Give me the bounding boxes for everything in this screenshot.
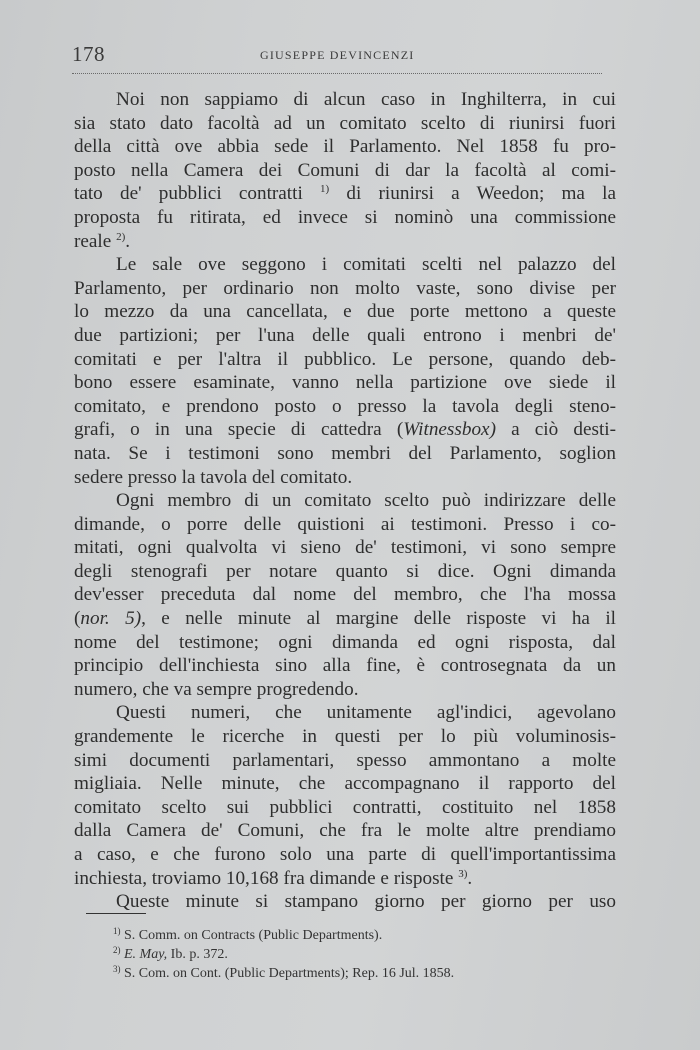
text-line: comitato scelto sui pubblici contratti, costituito nel 1858	[74, 796, 616, 818]
text-line: Le sale ove seggono i comitati scelti nel palazzo del	[116, 254, 616, 276]
paragraph	[74, 88, 616, 253]
footnote-reference: 1)	[320, 183, 330, 196]
footnote-reference: 3)	[458, 867, 468, 880]
text-line: migliaia. Nelle minute, che accompagnano il rapporto del	[74, 773, 616, 795]
text-line: tato de' pubblici contratti $^{1)}$ di riunirsi a Weedon; ma la	[74, 183, 616, 205]
text-line: nome del testimone; ogni dimanda ed ogni risposta, dal	[74, 631, 616, 653]
paragraph	[74, 701, 616, 890]
footnote-marker: 3)	[113, 964, 121, 974]
text-line: nata. Se i testimoni sono membri del Parlamento, soglion	[74, 442, 616, 464]
header-dotted-rule	[72, 73, 602, 74]
text-line: dimande, o porre delle quistioni ai testimoni. Presso i co-	[74, 513, 616, 535]
italic-text: Witnessbox)	[403, 419, 496, 441]
text-line: principio dell'inchiesta sino alla fine, è controsegnata da un	[74, 655, 616, 677]
italic-text: nor. 5)	[80, 608, 142, 630]
text-line: sedere presso la tavola del comitato.	[74, 466, 353, 488]
text-line: proposta fu ritirata, ed invece si nominò una commissione	[74, 206, 616, 228]
footnotes	[113, 926, 573, 983]
paragraph	[74, 890, 616, 914]
text-line: reale $^{2)}$.	[74, 230, 131, 252]
text-line: lo mezzo da una cancellata, e due porte mettono a queste	[74, 301, 616, 323]
text-line: bono essere esaminate, vanno nella partizione ove siede il	[74, 372, 616, 394]
text-line: Queste minute si stampano giorno per giorno per uso	[116, 891, 616, 913]
running-head	[72, 42, 602, 72]
text-line: Noi non sappiamo di alcun caso in Inghilterra, in cui	[116, 89, 616, 110]
text-line: dalla Camera de' Comuni, che fra le molte altre prendiamo	[74, 820, 616, 842]
footnote: $^{2)}$ E. May, Ib. p. 372.	[113, 945, 228, 962]
text-line: grafi, o in una specie di cattedra (Witnessbox) a ciò desti-	[74, 419, 616, 441]
page-number: 178	[72, 42, 105, 66]
footnote-separator	[86, 913, 146, 914]
footnote-marker: 2)	[113, 945, 121, 955]
text-line: comitato, e prendono posto o presso la tavola degli steno-	[74, 395, 616, 417]
italic-text: E. May,	[124, 947, 168, 962]
text-line: Ogni membro di un comitato scelto può indirizzare delle	[116, 490, 616, 512]
running-title: GIUSEPPE DEVINCENZI	[260, 48, 415, 62]
text-line: due partizioni; per l'una delle quali entrono i menbri de'	[74, 324, 616, 346]
text-line: comitati e per l'altra il pubblico. Le persone, quando deb-	[74, 348, 616, 370]
footnote-marker: 1)	[113, 926, 121, 936]
text-line: della città ove abbia sede il Parlamento. Nel 1858 fu pro-	[74, 136, 616, 158]
paragraph	[74, 253, 616, 489]
text-line: inchiesta, troviamo 10,168 fra dimande e risposte $^{3)}$.	[74, 867, 473, 889]
text-line: Parlamento, per ordinario non molto vaste, sono divise per	[74, 277, 616, 299]
paragraph	[74, 489, 616, 701]
footnote: $^{1)}$ S. Comm. on Contracts (Public Departments).	[113, 926, 383, 943]
text-line: grandemente le ricerche in questi per lo più voluminosis-	[74, 726, 616, 748]
text-line: posto nella Camera dei Comuni di dar la facoltà al comi-	[74, 159, 616, 181]
footnote-reference: 2)	[116, 230, 126, 243]
text-line: a caso, e che furono solo una parte di quell'importantissima	[74, 844, 616, 865]
text-line: numero, che va sempre progredendo.	[74, 678, 359, 700]
footnote: $^{3)}$ S. Com. on Cont. (Public Departments); Rep. 16 Jul. 1858.	[113, 964, 455, 981]
text-line: simi documenti parlamentari, spesso ammontano a molte	[74, 749, 616, 771]
text-line: (nor. 5), e nelle minute al margine delle risposte vi ha il	[74, 608, 616, 630]
text-line: sia stato dato facoltà ad un comitato scelto di riunirsi fuori	[74, 112, 616, 134]
body-text	[74, 88, 616, 914]
text-line: degli stenografi per notare quanto si dice. Ogni dimanda	[74, 560, 616, 582]
text-line: dev'esser preceduta dal nome del membro, che l'ha mossa	[74, 584, 616, 606]
text-line: mitati, ogni qualvolta vi sieno de' testimoni, vi sono sempre	[74, 537, 616, 559]
text-line: Questi numeri, che unitamente agl'indici, agevolano	[116, 702, 616, 724]
